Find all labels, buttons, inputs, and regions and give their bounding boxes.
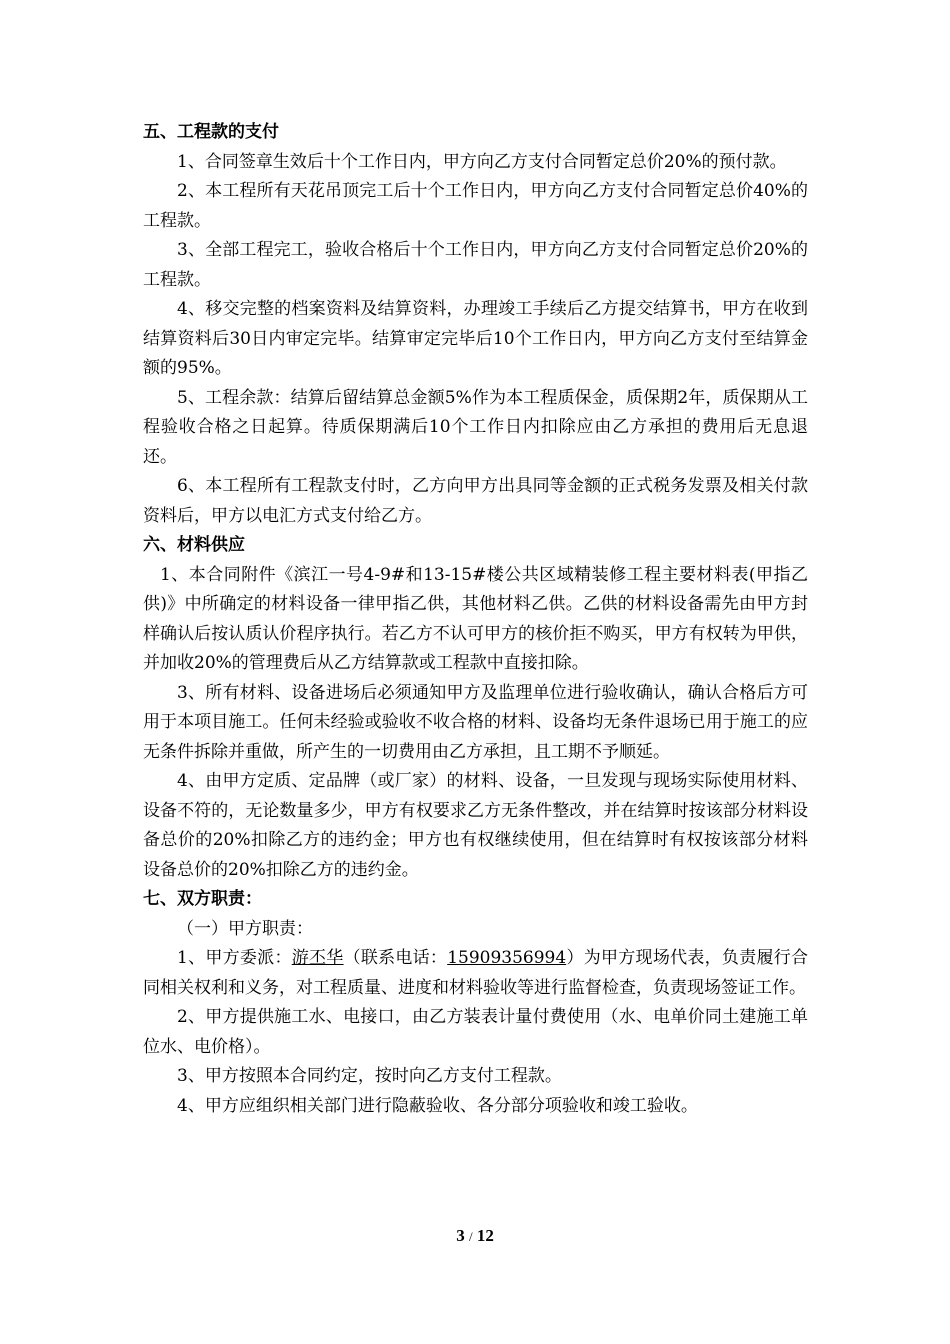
materials-clause-3: 3、所有材料、设备进场后必须通知甲方及监理单位进行验收确认，确认合格后方可用于本项目施工。任何未经验或验收不收合格的材料、设备均无条件退场已用于施工的应无条件拆除并重做，所产生的一切费用由乙方承担，且工期不予顺延。 bbox=[143, 682, 808, 762]
party-a-clause-2: 2、甲方提供施工水、电接口，由乙方装表计量付费使用（水、电单价同土建施工单位水、电价格）。 bbox=[143, 1007, 808, 1057]
payment-clause-1: 1、合同签章生效后十个工作日内，甲方向乙方支付合同暂定总价20%的预付款。 bbox=[177, 151, 787, 172]
document-body bbox=[143, 118, 808, 1121]
party-a-clause-3: 3、甲方按照本合同约定，按时向乙方支付工程款。 bbox=[177, 1066, 562, 1086]
page-total: 12 bbox=[476, 1226, 494, 1245]
contact-phone: 15909356994 bbox=[447, 948, 567, 968]
representative-name: 游丕华 bbox=[291, 948, 344, 968]
page-separator: / bbox=[468, 1229, 473, 1244]
materials-clause-4: 4、由甲方定质、定品牌（或厂家）的材料、设备，一旦发现与现场实际使用材料、设备不符的，无论数量多少，甲方有权要求乙方无条件整改，并在结算时按该部分材料设备总价的20%扣除乙方的违约金；甲方也有权继续使用，但在结算时有权按该部分材料设备总价的20%扣除乙方的违约金。 bbox=[143, 771, 808, 880]
section-heading-responsibilities: 七、双方职责： bbox=[143, 889, 262, 909]
page-number: 3 bbox=[456, 1226, 465, 1245]
page-footer bbox=[0, 1226, 950, 1246]
clause-suffix: ）为甲方现场代表，负责履行合同相关权利和义务，对工程质量、进度和材料验收等进行监督检查，负责现场签证工作。 bbox=[143, 948, 809, 998]
payment-clause-6: 6、本工程所有工程款支付时，乙方向甲方出具同等金额的正式税务发票及相关付款资料后，甲方以电汇方式支付给乙方。 bbox=[143, 476, 808, 526]
subheading-party-a: （一）甲方职责： bbox=[177, 918, 313, 939]
payment-clause-5: 5、工程余款：结算后留结算总金额5%作为本工程质保金，质保期2年，质保期从工程验收合格之日起算。待质保期满后10个工作日内扣除应由乙方承担的费用后无息退还。 bbox=[143, 387, 808, 467]
clause-mid: （联系电话： bbox=[343, 948, 448, 968]
payment-clause-2: 2、本工程所有天花吊顶完工后十个工作日内，甲方向乙方支付合同暂定总价40%的工程款。 bbox=[143, 181, 808, 231]
payment-clause-3: 3、全部工程完工，验收合格后十个工作日内，甲方向乙方支付合同暂定总价20%的工程款。 bbox=[143, 240, 808, 290]
materials-clause-1: 1、本合同附件《滨江一号4-9#和13-15#楼公共区域精装修工程主要材料表(甲指乙供)》中所确定的材料设备一律甲指乙供，其他材料乙供。乙供的材料设备需先由甲方封样确认后按认质认价程序执行。若乙方不认可甲方的核价拒不购买，甲方有权转为甲供，并加收20%的管理费后从乙方结算款或工程款中直接扣除。 bbox=[143, 564, 808, 673]
party-a-clause-1 bbox=[143, 944, 808, 1003]
payment-clause-4: 4、移交完整的档案资料及结算资料，办理竣工手续后乙方提交结算书，甲方在收到结算资料后30日内审定完毕。结算审定完毕后10个工作日内，甲方向乙方支付至结算金额的95%。 bbox=[143, 299, 808, 378]
party-a-clause-4: 4、甲方应组织相关部门进行隐蔽验收、各分部分项验收和竣工验收。 bbox=[177, 1095, 698, 1116]
section-heading-payment: 五、工程款的支付 bbox=[143, 122, 279, 142]
section-heading-materials: 六、材料供应 bbox=[143, 535, 245, 555]
clause-prefix: 1、甲方委派： bbox=[177, 948, 292, 968]
